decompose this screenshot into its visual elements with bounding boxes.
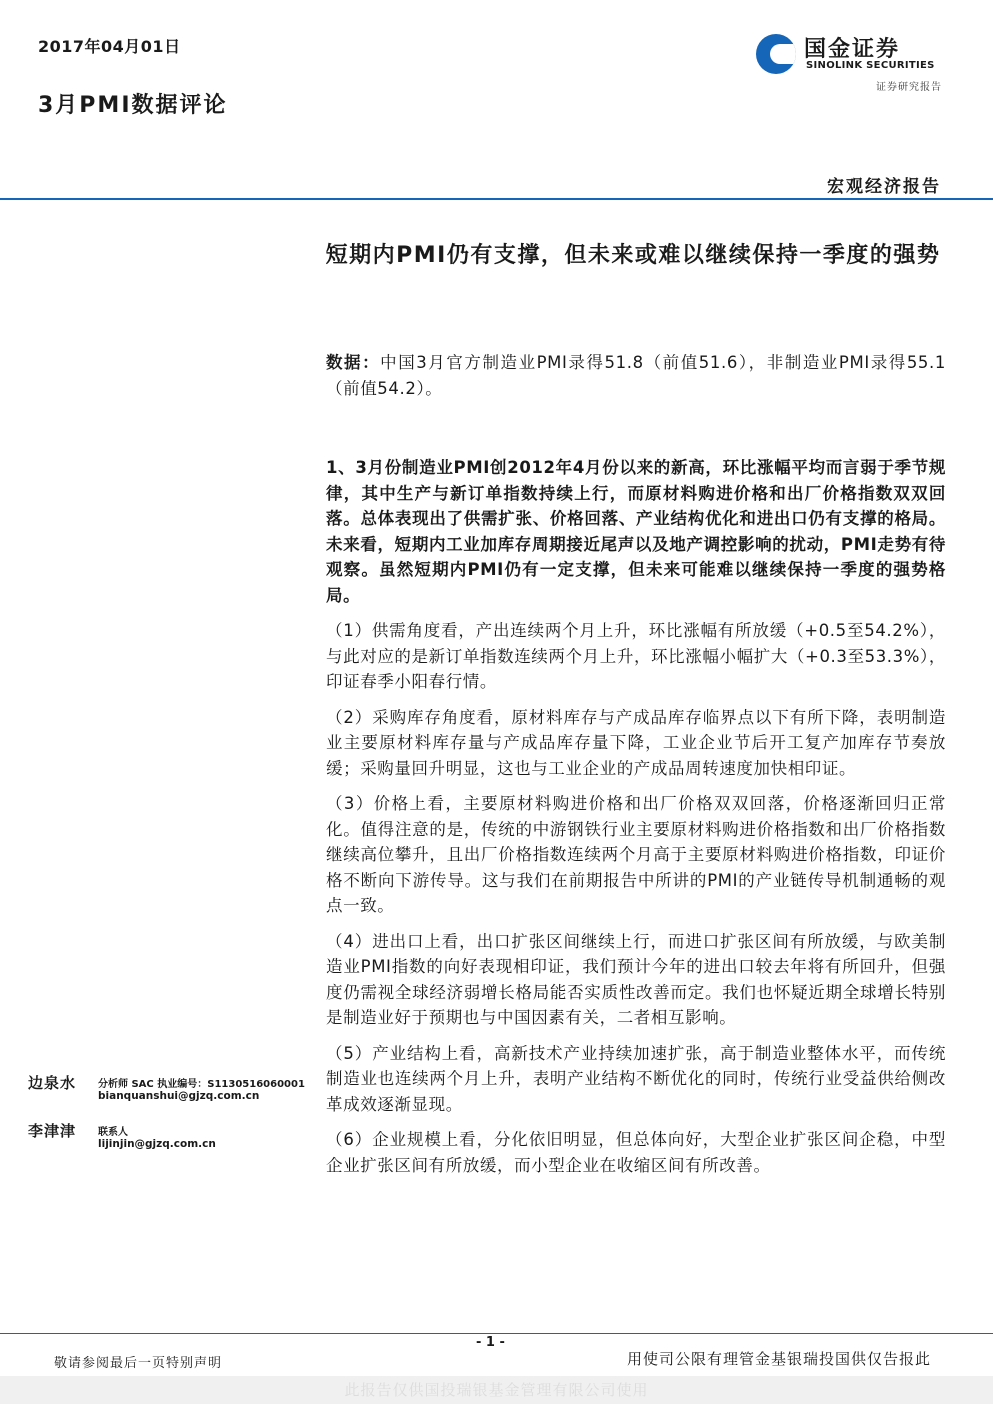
data-paragraph: [326, 350, 946, 401]
watermark: 此报告仅供国投瑞银基金管理有限公司使用: [0, 1376, 993, 1404]
paragraph-supply-demand: （1）供需角度看，产出连续两个月上升，环比涨幅有所放缓（+0.5至54.2%），与此对应的是新订单指数连续两个月上升，环比涨幅小幅扩大（+0.3至53.3%），印证春季小阳春行情。: [326, 621, 946, 691]
analyst-name: 边泉水: [28, 1074, 77, 1092]
logo-name-en: SINOLINK SECURITIES: [806, 60, 935, 71]
company-logo: [756, 32, 946, 96]
paragraph-industry-structure: （5）产业结构上看，高新技术产业持续加速扩张，高于制造业整体水平，而传统制造业也连续两个月上升，表明产业结构不断优化的同时，传统行业受益供给侧改革成效逐渐显现。: [326, 1043, 946, 1114]
logo-mark-icon: [756, 34, 796, 74]
analyst-role: 分析师 SAC 执业编号：S1130516060001: [98, 1079, 305, 1090]
analyst-email[interactable]: bianquanshui@gjzq.com.cn: [98, 1090, 260, 1102]
lead-paragraph: 1、3月份制造业PMI创2012年4月份以来的新高，环比涨幅平均而言弱于季节规律，其中生产与新订单指数持续上行，而原材料购进价格和出厂价格指数双双回落。总体表现出了供需扩张、价格回落、产业结构优化和进出口仍有支撑的格局。未来看，短期内工业加库存周期接近尾声以及地产调控影响的扰动，PMI走势有待观察。虽然短期内PMI仍有一定支撑，但未来可能难以继续保持一季度的强势格局。: [326, 458, 946, 605]
page-number: - 1 -: [476, 1335, 505, 1350]
data-label: 数据：: [326, 353, 381, 372]
paragraph-trade: （4）进出口上看，出口扩张区间继续上行，而进口扩张区间有所放缓，与欧美制造业PMI指数的向好表现相印证，我们预计今年的进出口较去年将有所回升，但强度仍需视全球经济弱增长格局能否实质性改善而定。我们也怀疑近期全球增长特别是制造业好于预期也与中国因素有关，二者相互影响。: [326, 931, 946, 1027]
headline: 短期内PMI仍有支撑，但未来或难以继续保持一季度的强势: [325, 243, 941, 268]
disclaimer-note: 敬请参阅最后一页特别声明: [54, 1356, 223, 1371]
logo-subtitle: 证券研究报告: [876, 82, 942, 93]
header-divider: [0, 198, 993, 200]
report-category: 宏观经济报告: [827, 177, 941, 197]
contact-name: 李津津: [28, 1122, 77, 1140]
report-title: 3月PMI数据评论: [38, 93, 228, 118]
contact-role: 联系人: [98, 1127, 128, 1138]
logo-name-cn: 国金证券: [804, 37, 901, 62]
contact-email[interactable]: lijinjin@gjzq.com.cn: [98, 1138, 216, 1150]
paragraph-inventory: （2）采购库存角度看，原材料库存与产成品库存临界点以下有所下降，表明制造业主要原材料库存量与产成品库存量下降，工业企业节后开工复产加库存节奏放缓；采购量回升明显，这也与工业企业的产成品周转速度加快相印证。: [326, 707, 946, 778]
paragraph-prices: （3）价格上看，主要原材料购进价格和出厂价格双双回落，价格逐渐回归正常化。值得注意的是，传统的中游钢铁行业主要原材料购进价格指数和出厂价格指数继续高位攀升，且出厂价格指数连续两个月高于主要原材料购进价格指数，印证价格不断向下游传导。这与我们在前期报告中所讲的PMI的产业链传导机制通畅的观点一致。: [326, 794, 946, 915]
report-date: 2017年04月01日: [38, 37, 181, 56]
distribution-note: 用使司公限有理管金基银瑞投国供仅告报此: [626, 1350, 931, 1368]
paragraph-firm-size: （6）企业规模上看，分化依旧明显，但总体向好，大型企业扩张区间企稳，中型企业扩张区间有所放缓，而小型企业在收缩区间有所改善。: [326, 1130, 946, 1175]
footer-divider: [0, 1333, 993, 1334]
report-body: [326, 350, 946, 1188]
data-text: 中国3月官方制造业PMI录得51.8（前值51.6），非制造业PMI录得55.1（前值54.2）。: [326, 353, 946, 398]
